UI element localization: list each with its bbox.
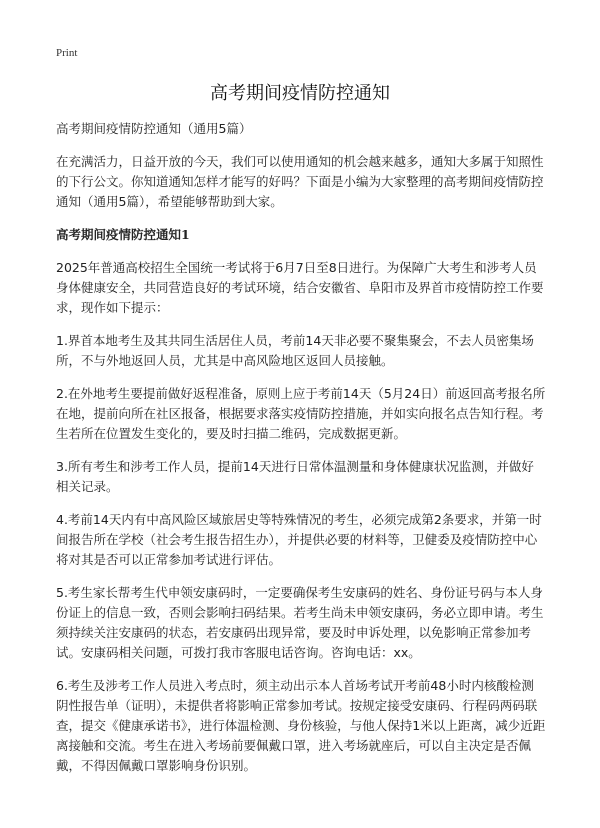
page-title: 高考期间疫情防控通知 <box>210 83 390 104</box>
paragraph: 3.所有考生和涉考工作人员，提前14天进行日常体温测量和身体健康状况监测，并做好相关记录。 <box>56 459 534 494</box>
intro-paragraph: 在充满活力，日益开放的今天，我们可以使用通知的机会越来越多，通知大多属于知照性的下行公文。你知道通知怎样才能写的好吗？下面是小编为大家整理的高考期间疫情防控通知（通用5篇），希望能够帮助到大家。 <box>56 154 544 209</box>
section-heading: 高考期间疫情防控通知1 <box>56 227 190 242</box>
paragraph: 5.考生家长帮考生代申领安康码时，一定要确保考生安康码的姓名、身份证号码与本人身份证上的信息一致，否则会影响扫码结果。若考生尚未申领安康码，务必立即申请。考生须持续关注安康码的状态，若安康码出现异常，要及时申诉处理，以免影响正常参加考试。安康码相关问题，可拨打我市客服电话咨询。咨询电话：xx。 <box>56 585 544 660</box>
paragraph: 2025年普通高校招生全国统一考试将于6月7日至8日进行。为保障广大考生和涉考人员身体健康安全，共同营造良好的考试环境，结合安徽省、阜阳市及界首市疫情防控工作要求，现作如下提示： <box>56 260 544 315</box>
paragraph: 6.考生及涉考工作人员进入考点时，须主动出示本人首场考试开考前48小时内核酸检测阴性报告单（证明），未提供者将影响正常参加考试。按规定接受安康码、行程码两码联查，提交《健康承诺书》，进行体温检测、身份核验，与他人保持1米以上距离，减少近距离接触和交流。考生在进入考场前要佩戴口罩，进入考场就座后，可以自主决定是否佩戴，不得因佩戴口罩影响身份识别。 <box>56 678 546 773</box>
print-link[interactable]: Print <box>56 47 78 59</box>
paragraph: 1.界首本地考生及其共同生活居住人员，考前14天非必要不聚集聚会，不去人员密集场所，不与外地返回人员，尤其是中高风险地区返回人员接触。 <box>56 333 534 368</box>
article-body <box>56 119 546 789</box>
paragraph: 2.在外地考生要提前做好返程准备，原则上应于考前14天（5月24日）前返回高考报名所在地，提前向所在社区报备，根据要求落实疫情防控措施，并如实向报名点告知行程。考生若所在位置发生变化的，要及时扫描二维码，完成数据更新。 <box>56 386 546 441</box>
article-subtitle: 高考期间疫情防控通知（通用5篇） <box>56 121 252 136</box>
paragraph: 4.考前14天内有中高风险区域旅居史等特殊情况的考生，必须完成第2条要求，并第一时间报告所在学校（社会考生报告招生办），并提供必要的材料等，卫健委及疫情防控中心将对其是否可以正常参加考试进行评估。 <box>56 512 542 567</box>
